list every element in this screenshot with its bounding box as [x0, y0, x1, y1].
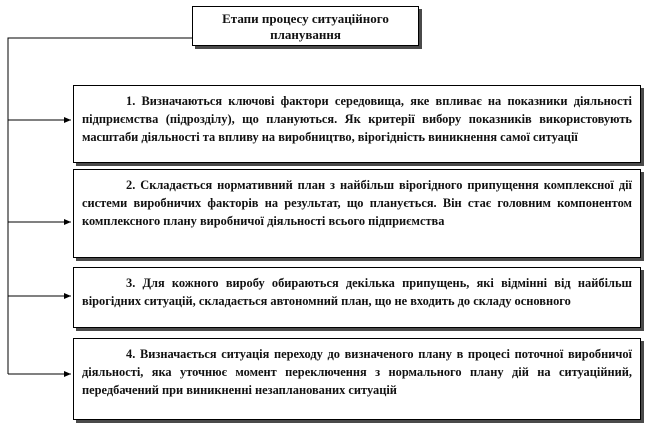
step-text-1: 1. Визначаються ключові фактори середовища, яке впливає на показники діяльності підприємства (підрозділу), що плануються. Як критерії вибору показників використовують масштаби діяльності та впливу на виробництво, вірогідність виникнення самої ситуації	[82, 94, 632, 144]
step-text-4: 4. Визначається ситуація переходу до визначеного плану в процесі поточної виробничої діяльності, яка уточнює момент переключення з нормального плану дій на ситуаційний, передбачений при виникненні незапланованих ситуацій	[82, 347, 632, 397]
step-box-1	[73, 85, 641, 163]
step-text-3: 3. Для кожного виробу обираються декілька припущень, які відмінні від найбільш вірогідних ситуацій, складається автономний план, що не входить до складу основного	[82, 276, 632, 308]
diagram-title-box	[192, 6, 419, 46]
step-text-2: 2. Складається нормативний план з найбільш вірогідного припущення комплексної дії системи виробничих факторів на результат, що планується. Він стає головним компонентом комплексного плану виробничої діяльності всього підприємства	[82, 178, 632, 228]
step-box-3	[73, 267, 641, 328]
step-box-4	[73, 338, 641, 420]
step-box-2	[73, 169, 641, 258]
diagram-title-line-2: планування	[270, 27, 341, 42]
diagram-title-line-1: Етапи процесу ситуаційного	[222, 11, 389, 26]
